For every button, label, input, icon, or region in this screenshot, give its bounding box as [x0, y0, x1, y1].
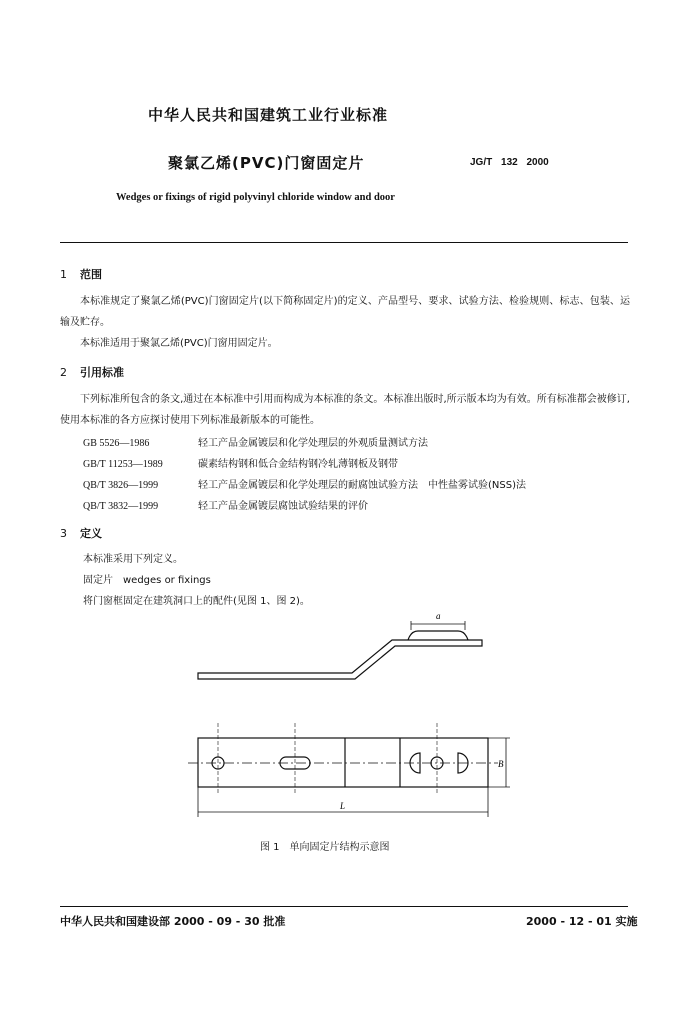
reference-code: QB/T 3832—1999 [83, 501, 159, 512]
document-title: 聚氯乙烯(PVC)门窗固定片 [168, 154, 365, 172]
figure-caption: 图 1 单向固定片结构示意图 [260, 842, 390, 853]
implementation-date: 2000 - 12 - 01 实施 [526, 915, 638, 928]
reference-item [83, 476, 526, 491]
document-number: JG/T 132 2000 [470, 157, 549, 168]
side-view-profile [198, 640, 482, 679]
reference-item [83, 434, 428, 449]
header-divider [60, 242, 628, 243]
definition-text: 将门窗框固定在建筑洞口上的配件(见图 1、图 2)。 [83, 596, 310, 607]
section-2-paragraph-1: 下列标准所包含的条文,通过在本标准中引用而构成为本标准的条文。本标准出版时,所示版本均为有效。所有标准都会被修订,使用本标准的各方应探讨使用下列标准最新版本的可能性。 [60, 394, 630, 426]
dimension-label-l: L [340, 801, 346, 811]
english-title: Wedges or fixings of rigid polyvinyl chloride window and door [116, 192, 395, 203]
definition-term: 固定片 wedges or fixings [83, 575, 211, 586]
approval-date: 中华人民共和国建设部 2000 - 09 - 30 批准 [60, 915, 286, 928]
reference-title: 轻工产品金属镀层和化学处理层的耐腐蚀试验方法 中性盐雾试验(NSS)法 [198, 480, 526, 491]
reference-code: QB/T 3826—1999 [83, 480, 159, 491]
reference-title: 碳素结构钢和低合金结构钢冷轧薄钢板及钢带 [198, 459, 398, 470]
section-3-title: 定义 [80, 527, 102, 540]
plan-view-outline [198, 738, 488, 787]
section-1-paragraph-2: 本标准适用于聚氯乙烯(PVC)门窗用固定片。 [80, 338, 278, 349]
dimension-label-a: a [436, 611, 441, 621]
section-2-number: 2 [60, 366, 67, 379]
reference-item [83, 455, 398, 470]
figure-1-drawing [180, 605, 520, 830]
reference-title: 轻工产品金属镀层和化学处理层的外观质量测试方法 [198, 438, 428, 449]
side-view-bump [408, 631, 468, 640]
reference-code: GB 5526—1986 [83, 438, 150, 449]
section-1-title: 范围 [80, 268, 102, 281]
section-1-heading [60, 266, 102, 282]
section-2-heading [60, 364, 124, 380]
standard-title: 中华人民共和国建筑工业行业标准 [148, 106, 389, 124]
reference-code: GB/T 11253—1989 [83, 459, 163, 470]
section-1-number: 1 [60, 268, 67, 281]
dimension-label-b: B [498, 759, 504, 769]
footer-divider [60, 906, 628, 907]
section-3-paragraph-1: 本标准采用下列定义。 [83, 554, 183, 565]
section-1-paragraph-1: 本标准规定了聚氯乙烯(PVC)门窗固定片(以下简称固定片)的定义、产品型号、要求、试验方法、检验规则、标志、包装、运输及贮存。 [60, 296, 630, 328]
reference-title: 轻工产品金属镀层腐蚀试验结果的评价 [198, 501, 368, 512]
section-2-title: 引用标准 [80, 366, 124, 379]
section-3-number: 3 [60, 527, 67, 540]
reference-item [83, 497, 368, 512]
section-3-heading [60, 525, 102, 541]
